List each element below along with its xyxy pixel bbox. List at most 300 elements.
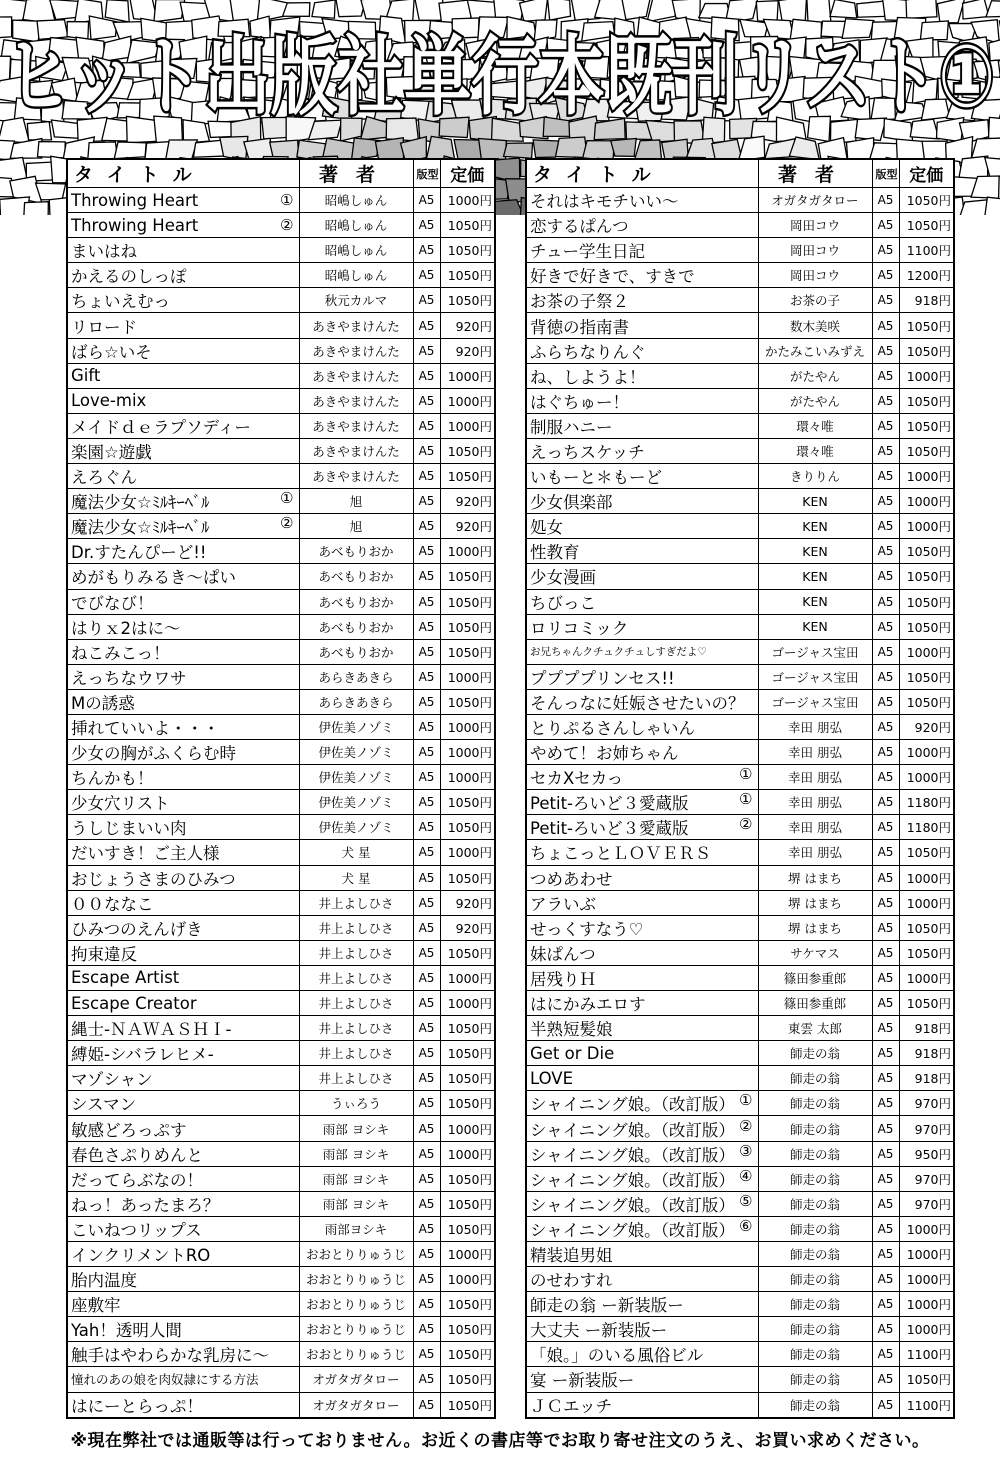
book-title-cell xyxy=(526,614,758,639)
table-row xyxy=(526,388,954,413)
book-title: Gift xyxy=(71,366,101,386)
book-title-cell xyxy=(526,1317,758,1342)
table-row xyxy=(67,1116,495,1141)
book-price: 1050円 xyxy=(440,1216,495,1241)
book-title: メイドｄｅラプソディー xyxy=(71,417,251,437)
table-row xyxy=(526,1041,954,1066)
book-title: 少女穴リスト xyxy=(71,794,170,814)
book-size: A5 xyxy=(413,1267,440,1292)
table-row xyxy=(67,1141,495,1166)
book-size: A5 xyxy=(872,765,899,790)
book-title: Get or Die xyxy=(530,1043,615,1063)
book-price: 1000円 xyxy=(899,1267,954,1292)
page-title-text: ヒット出版社単行本既刊リスト① xyxy=(5,27,995,127)
author-name: 師走の翁 xyxy=(758,1191,872,1216)
book-price: 1050円 xyxy=(899,539,954,564)
book-title: チュー学生日記 xyxy=(530,242,646,262)
author-name: がたやん xyxy=(758,363,872,388)
book-title-cell xyxy=(526,1292,758,1317)
book-price: 1000円 xyxy=(440,188,495,213)
book-title-cell xyxy=(67,188,299,213)
book-price: 1000円 xyxy=(899,865,954,890)
book-price: 1050円 xyxy=(440,1041,495,1066)
author-name: 井上よしひさ xyxy=(299,1016,413,1041)
author-name: お茶の子 xyxy=(758,288,872,313)
book-size: A5 xyxy=(413,1016,440,1041)
book-title: ＪＣエッチ xyxy=(530,1396,613,1416)
book-title-cell xyxy=(67,1141,299,1166)
book-size: A5 xyxy=(413,940,440,965)
author-name: 井上よしひさ xyxy=(299,890,413,915)
book-size: A5 xyxy=(872,840,899,865)
book-title-cell xyxy=(526,338,758,363)
book-size: A5 xyxy=(413,1292,440,1317)
book-price: 918円 xyxy=(899,1041,954,1066)
mosaic-tile xyxy=(906,0,937,18)
book-size: A5 xyxy=(872,1091,899,1116)
book-title: 半熟短髪娘 xyxy=(530,1020,613,1040)
book-title: だいすき！ご主人様 xyxy=(71,844,220,864)
book-title-cell xyxy=(67,915,299,940)
table-row xyxy=(67,1317,495,1342)
book-title-cell xyxy=(67,991,299,1016)
author-name: ゴージャス宝田 xyxy=(758,689,872,714)
author-name: 堺 はまち xyxy=(758,865,872,890)
author-name: あべもりおか xyxy=(299,564,413,589)
table-row xyxy=(526,940,954,965)
author-name: あきやまけんた xyxy=(299,338,413,363)
author-name: うぃろう xyxy=(299,1091,413,1116)
book-title: Love-mix xyxy=(71,391,147,411)
book-title: 拘束違反 xyxy=(71,944,137,964)
book-title-cell xyxy=(67,1342,299,1367)
book-title-cell xyxy=(67,213,299,238)
table-row xyxy=(67,1016,495,1041)
book-price: 1000円 xyxy=(899,890,954,915)
book-title-cell xyxy=(526,790,758,815)
table-row xyxy=(526,1016,954,1041)
book-title-cell xyxy=(67,765,299,790)
mosaic-tile xyxy=(963,0,989,19)
book-size: A5 xyxy=(413,614,440,639)
table-row xyxy=(526,514,954,539)
book-price: 1050円 xyxy=(440,689,495,714)
book-price: 1050円 xyxy=(440,1016,495,1041)
table-row xyxy=(526,238,954,263)
book-title: 恋するぱんつ xyxy=(530,217,629,237)
table-row xyxy=(526,413,954,438)
table-row xyxy=(67,840,495,865)
book-title: えっちなウワサ xyxy=(71,668,187,688)
column-header-price: 定価 xyxy=(440,159,495,188)
book-size: A5 xyxy=(872,890,899,915)
book-title-cell xyxy=(526,514,758,539)
author-name: 堺 はまち xyxy=(758,890,872,915)
book-size: A5 xyxy=(413,1191,440,1216)
author-name: KEN xyxy=(758,614,872,639)
book-title: Escape Creator xyxy=(71,993,197,1013)
book-price: 1050円 xyxy=(440,1367,495,1392)
book-size: A5 xyxy=(872,1342,899,1367)
book-title-cell xyxy=(526,464,758,489)
author-name: あらきあきら xyxy=(299,689,413,714)
book-title-cell xyxy=(526,489,758,514)
book-price: 1050円 xyxy=(899,589,954,614)
book-size: A5 xyxy=(872,514,899,539)
book-title-cell xyxy=(67,589,299,614)
book-price: 1000円 xyxy=(440,991,495,1016)
author-name: ゴージャス宝田 xyxy=(758,639,872,664)
column-header-author: 著者 xyxy=(758,159,872,188)
book-title: はにかみエロす xyxy=(530,995,646,1015)
book-size: A5 xyxy=(413,589,440,614)
book-title-cell xyxy=(526,965,758,990)
book-price: 1050円 xyxy=(899,413,954,438)
book-title-cell xyxy=(67,539,299,564)
author-name: オガタガタロー xyxy=(299,1367,413,1392)
table-row xyxy=(526,1141,954,1166)
book-title: 「娘。」のいる風俗ビル xyxy=(530,1346,704,1366)
author-name: ゴージャス宝田 xyxy=(758,664,872,689)
book-title-cell xyxy=(526,664,758,689)
book-price: 1050円 xyxy=(440,614,495,639)
book-title-cell xyxy=(526,1191,758,1216)
book-title-cell xyxy=(526,840,758,865)
author-name: 幸田 朋弘 xyxy=(758,765,872,790)
author-name: 岡田コウ xyxy=(758,263,872,288)
book-size: A5 xyxy=(413,1041,440,1066)
book-size: A5 xyxy=(413,965,440,990)
book-title-cell xyxy=(526,689,758,714)
table-row xyxy=(67,589,495,614)
mosaic-tile xyxy=(857,1,887,17)
mosaic-tile xyxy=(312,0,335,18)
book-size: A5 xyxy=(413,689,440,714)
book-title-cell xyxy=(67,1091,299,1116)
book-title: せっくすなう♡ xyxy=(530,919,644,939)
book-price: 1000円 xyxy=(440,539,495,564)
book-price: 1200円 xyxy=(899,263,954,288)
author-name: KEN xyxy=(758,539,872,564)
book-title: 制服ハニー xyxy=(530,417,613,437)
book-price: 1050円 xyxy=(899,388,954,413)
book-title-cell xyxy=(526,639,758,664)
book-price: 1100円 xyxy=(899,1342,954,1367)
book-title: シャイニング娘。（改訂版） xyxy=(530,1195,735,1215)
author-name: おおとりりゅうじ xyxy=(299,1317,413,1342)
table-row xyxy=(67,689,495,714)
book-size: A5 xyxy=(872,915,899,940)
book-title-cell xyxy=(67,940,299,965)
book-price: 1000円 xyxy=(899,464,954,489)
book-price: 1180円 xyxy=(899,815,954,840)
book-title-cell xyxy=(67,1116,299,1141)
book-title-cell xyxy=(67,564,299,589)
book-title-cell xyxy=(526,765,758,790)
author-name: おおとりりゅうじ xyxy=(299,1292,413,1317)
book-price: 1000円 xyxy=(440,1116,495,1141)
author-name: かたみこいみずえ xyxy=(758,338,872,363)
book-title: でびなび！ xyxy=(71,593,154,613)
table-row xyxy=(67,313,495,338)
table-row xyxy=(526,765,954,790)
book-title-cell xyxy=(67,1166,299,1191)
book-title-cell xyxy=(526,1267,758,1292)
book-price: 970円 xyxy=(899,1091,954,1116)
book-title: ふらちなりんぐ xyxy=(530,342,646,362)
author-name: 幸田 朋弘 xyxy=(758,790,872,815)
book-title-cell xyxy=(526,188,758,213)
book-price: 1050円 xyxy=(440,1392,495,1418)
table-row xyxy=(67,1292,495,1317)
book-price: 1000円 xyxy=(899,514,954,539)
book-size: A5 xyxy=(413,1367,440,1392)
book-price: 1000円 xyxy=(440,664,495,689)
author-name: 篠田参重郎 xyxy=(758,991,872,1016)
book-title-cell xyxy=(526,213,758,238)
book-size: A5 xyxy=(413,213,440,238)
book-size: A5 xyxy=(872,589,899,614)
volume-number: ① xyxy=(739,765,753,784)
book-title: 楽園☆遊戯 xyxy=(71,442,152,462)
table-row xyxy=(526,438,954,463)
book-title: はぐちゅー！ xyxy=(530,392,629,412)
table-row xyxy=(526,639,954,664)
book-title-cell xyxy=(526,1091,758,1116)
author-name: 井上よしひさ xyxy=(299,1041,413,1066)
author-name: 伊佐美ノゾミ xyxy=(299,740,413,765)
book-price: 920円 xyxy=(440,514,495,539)
author-name: 昭嶋しゅん xyxy=(299,213,413,238)
book-size: A5 xyxy=(872,1141,899,1166)
book-title-cell xyxy=(67,1216,299,1241)
book-size: A5 xyxy=(872,1317,899,1342)
mosaic-tile xyxy=(960,200,987,215)
book-size: A5 xyxy=(413,915,440,940)
table-row xyxy=(67,539,495,564)
book-title-cell xyxy=(67,363,299,388)
book-price: 1050円 xyxy=(899,338,954,363)
book-price: 1050円 xyxy=(440,1342,495,1367)
book-title-cell xyxy=(526,363,758,388)
table-row xyxy=(526,1191,954,1216)
book-title: それはキモチいい～ xyxy=(530,192,679,212)
table-row xyxy=(67,991,495,1016)
book-list-right-body xyxy=(526,188,954,1418)
book-price: 1000円 xyxy=(440,413,495,438)
book-price: 1000円 xyxy=(440,1267,495,1292)
book-title-cell xyxy=(526,539,758,564)
author-name: あべもりおか xyxy=(299,589,413,614)
table-row xyxy=(67,263,495,288)
book-price: 1050円 xyxy=(440,438,495,463)
book-size: A5 xyxy=(872,263,899,288)
book-title: ００ななこ xyxy=(71,894,154,914)
book-title-cell xyxy=(67,1191,299,1216)
author-name: 師走の翁 xyxy=(758,1041,872,1066)
book-title: お兄ちゃんクチュクチュしすぎだよ♡ xyxy=(530,646,707,659)
author-name: 幸田 朋弘 xyxy=(758,840,872,865)
book-title-cell xyxy=(67,388,299,413)
author-name: 昭嶋しゅん xyxy=(299,238,413,263)
book-price: 1050円 xyxy=(899,840,954,865)
book-list-right xyxy=(525,158,955,1419)
author-name: 雨部 ヨシキ xyxy=(299,1191,413,1216)
book-title: Yah！透明人間 xyxy=(71,1321,182,1341)
book-price: 918円 xyxy=(899,1016,954,1041)
book-size: A5 xyxy=(872,1216,899,1241)
book-title: 魔法少女☆ﾐﾙｷｰﾍﾞﾙ xyxy=(71,518,210,538)
book-title-cell xyxy=(526,238,758,263)
book-price: 920円 xyxy=(440,489,495,514)
book-title-cell xyxy=(526,940,758,965)
author-name: 岡田コウ xyxy=(758,238,872,263)
book-price: 1000円 xyxy=(899,740,954,765)
book-size: A5 xyxy=(413,790,440,815)
book-price: 1000円 xyxy=(440,388,495,413)
book-price: 920円 xyxy=(440,338,495,363)
book-title: 大丈夫 ー新装版ー xyxy=(530,1321,668,1341)
book-price: 1050円 xyxy=(899,915,954,940)
volume-number: ⑥ xyxy=(739,1216,753,1235)
book-price: 920円 xyxy=(440,313,495,338)
book-size: A5 xyxy=(413,413,440,438)
book-title-cell xyxy=(67,288,299,313)
book-size: A5 xyxy=(413,815,440,840)
book-title-cell xyxy=(526,1016,758,1041)
book-price: 1000円 xyxy=(440,965,495,990)
book-title-cell xyxy=(67,614,299,639)
book-title: 背徳の指南書 xyxy=(530,317,629,337)
book-price: 1000円 xyxy=(899,1317,954,1342)
book-size: A5 xyxy=(872,213,899,238)
table-row xyxy=(526,865,954,890)
book-size: A5 xyxy=(872,965,899,990)
mosaic-tile xyxy=(807,0,831,23)
book-title: 挿れていいよ・・・ xyxy=(71,719,220,739)
book-size: A5 xyxy=(872,991,899,1016)
book-title-cell xyxy=(67,1392,299,1418)
mosaic-tile xyxy=(984,197,1000,215)
table-row xyxy=(526,991,954,1016)
table-row xyxy=(67,614,495,639)
table-row xyxy=(526,1267,954,1292)
author-name: 旭 xyxy=(299,489,413,514)
author-name: 雨部 ヨシキ xyxy=(299,1116,413,1141)
book-size: A5 xyxy=(872,238,899,263)
table-row xyxy=(526,263,954,288)
table-row xyxy=(526,890,954,915)
table-row xyxy=(67,664,495,689)
book-price: 1050円 xyxy=(899,313,954,338)
book-title-cell xyxy=(526,1392,758,1418)
book-size: A5 xyxy=(413,363,440,388)
book-price: 1000円 xyxy=(440,740,495,765)
book-size: A5 xyxy=(872,363,899,388)
book-title: ロリコミック xyxy=(530,618,629,638)
book-price: 1000円 xyxy=(899,639,954,664)
volume-number: ② xyxy=(739,815,753,834)
table-row xyxy=(526,1166,954,1191)
book-price: 1050円 xyxy=(899,940,954,965)
book-title-cell xyxy=(67,1016,299,1041)
book-title: のせわすれ xyxy=(530,1271,613,1291)
book-title: 縄士-ＮＡＷＡＳＨＩ- xyxy=(71,1020,232,1040)
book-list-left xyxy=(66,158,496,1419)
book-title-cell xyxy=(67,1367,299,1392)
book-title: シャイニング娘。（改訂版） xyxy=(530,1145,735,1165)
book-title: えっちスケッチ xyxy=(530,442,645,462)
book-size: A5 xyxy=(872,489,899,514)
table-row xyxy=(526,213,954,238)
table-row xyxy=(526,689,954,714)
book-title: ひみつのえんげき xyxy=(71,919,203,939)
mosaic-tile xyxy=(504,143,533,158)
book-title: ねこみこっ！ xyxy=(71,643,170,663)
book-price: 920円 xyxy=(899,714,954,739)
mosaic-tile xyxy=(479,138,507,159)
author-name: 旭 xyxy=(299,514,413,539)
book-title: 敏感どろっぷす xyxy=(71,1120,187,1140)
book-size: A5 xyxy=(413,263,440,288)
author-name: 井上よしひさ xyxy=(299,1066,413,1091)
book-title: Throwing Heart xyxy=(71,215,199,235)
book-title: シャイニング娘。（改訂版） xyxy=(530,1220,735,1240)
book-title-cell xyxy=(67,815,299,840)
book-price: 1050円 xyxy=(899,1367,954,1392)
book-title: 精装追男姐 xyxy=(530,1245,613,1265)
author-name: 幸田 朋弘 xyxy=(758,740,872,765)
volume-number: ⑤ xyxy=(739,1191,753,1210)
book-size: A5 xyxy=(413,714,440,739)
book-size: A5 xyxy=(413,1342,440,1367)
book-title: Throwing Heart xyxy=(71,190,199,210)
volume-number: ② xyxy=(739,1116,753,1135)
table-header-row xyxy=(526,159,954,188)
book-size: A5 xyxy=(872,1166,899,1191)
book-size: A5 xyxy=(872,790,899,815)
book-list-left-body xyxy=(67,188,495,1418)
volume-number: ④ xyxy=(739,1166,753,1185)
column-header-size: 版型 xyxy=(872,159,899,188)
book-size: A5 xyxy=(413,438,440,463)
book-title-cell xyxy=(526,740,758,765)
table-row xyxy=(67,865,495,890)
book-price: 1000円 xyxy=(440,714,495,739)
table-row xyxy=(526,288,954,313)
book-price: 970円 xyxy=(899,1166,954,1191)
book-title-cell xyxy=(526,714,758,739)
author-name: 幸田 朋弘 xyxy=(758,815,872,840)
table-row xyxy=(526,740,954,765)
book-title: ププププリンセス!! xyxy=(530,668,675,688)
author-name: 岡田コウ xyxy=(758,213,872,238)
author-name: 犬 星 xyxy=(299,865,413,890)
author-name: おおとりりゅうじ xyxy=(299,1267,413,1292)
book-title: 性教育 xyxy=(530,543,580,563)
book-price: 1050円 xyxy=(440,1292,495,1317)
table-row xyxy=(67,1041,495,1066)
author-name: 井上よしひさ xyxy=(299,940,413,965)
table-row xyxy=(67,288,495,313)
author-name: 師走の翁 xyxy=(758,1342,872,1367)
table-row xyxy=(526,564,954,589)
book-title: やめて！お姉ちゃん xyxy=(530,744,679,764)
table-row xyxy=(526,1066,954,1091)
book-size: A5 xyxy=(413,1066,440,1091)
table-row xyxy=(526,614,954,639)
volume-number: ② xyxy=(280,514,294,533)
